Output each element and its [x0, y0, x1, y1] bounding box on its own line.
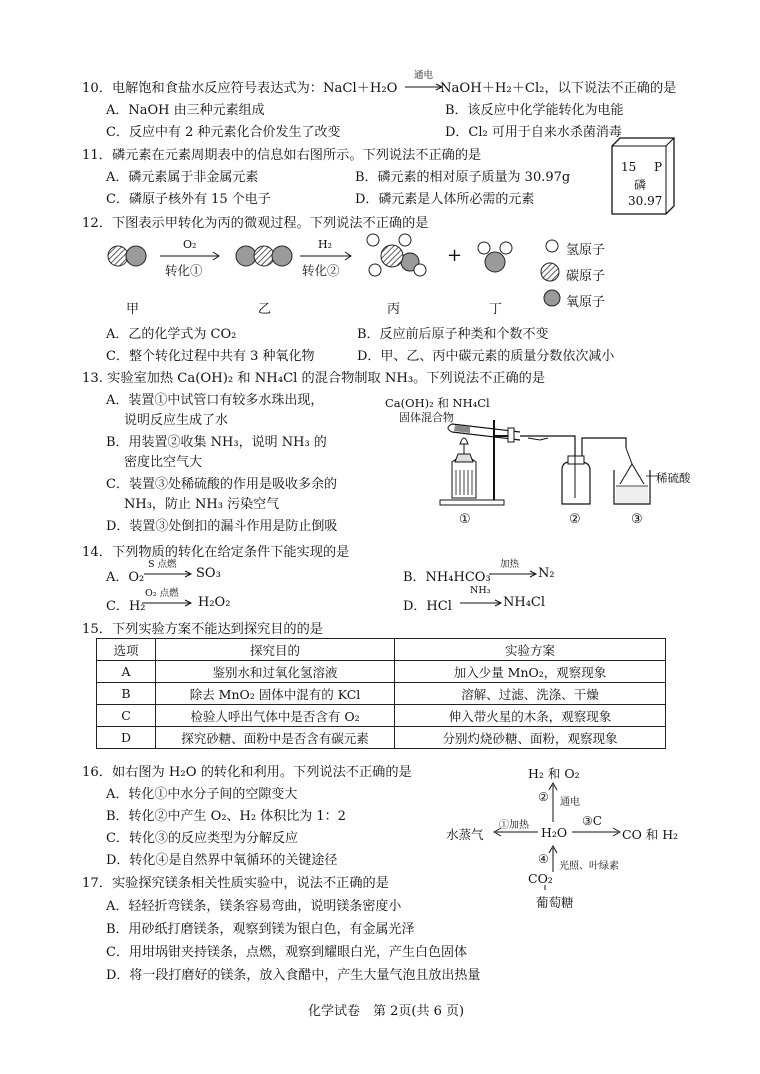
- fig-num-2: ②: [569, 512, 581, 527]
- q17-option-a[interactable]: A．轻轻折弯镁条，镁条容易弯曲，说明镁条密度小: [106, 899, 402, 914]
- card-symbol: P: [654, 160, 663, 174]
- row-a-purpose: 鉴别水和过氧化氢溶液: [156, 661, 395, 683]
- fig-label-reagents: Ca(OH)₂ 和 NH₄Cl: [385, 396, 490, 410]
- header-plan: 实验方案: [395, 639, 666, 661]
- row-b-option: B: [97, 683, 156, 705]
- q12-option-b[interactable]: B．反应前后原子种类和个数不变: [357, 327, 549, 342]
- q10-option-c[interactable]: C．反应中有 2 种元素化合价发生了改变: [106, 125, 341, 140]
- q13-option-a-line2: 说明反应生成了水: [124, 413, 229, 428]
- q14-option-b[interactable]: B．NH₄HCO₃: [403, 570, 491, 585]
- row-b-purpose: 除去 MnO₂ 固体中混有的 KCl: [156, 683, 395, 705]
- card-number: 15: [621, 160, 637, 174]
- legend-carbon: 碳原子: [566, 269, 606, 284]
- q14-a-cond: S 点燃: [148, 559, 177, 570]
- fig-num-1: ①: [459, 512, 471, 527]
- q10-option-b[interactable]: B．该反应中化学能转化为电能: [445, 103, 624, 118]
- diagram-bottom-co2: CO₂: [528, 871, 553, 886]
- q16-option-b[interactable]: B．转化②中产生 O₂、H₂ 体积比为 1：2: [106, 809, 346, 824]
- row-d-purpose: 探究砂糖、面粉中是否含有碳元素: [156, 727, 395, 749]
- fig-label-acid: 稀硫酸: [656, 471, 691, 485]
- label-ding: 丁: [489, 302, 503, 317]
- q13-stem: 13. 实验室加热 Ca(OH)₂ 和 NH₄Cl 的混合物制取 NH₃。下列说法不正确的是: [82, 371, 546, 386]
- arrow1-label: 转化①: [165, 263, 203, 278]
- q13-option-d[interactable]: D．装置③处倒扣的漏斗作用是防止倒吸: [106, 519, 338, 534]
- q11-option-c[interactable]: C．磷原子核外有 15 个电子: [106, 192, 271, 207]
- q11-option-d[interactable]: D．磷元素是人体所必需的元素: [355, 192, 535, 207]
- q17-stem: 17．实验探究镁条相关性质实验中，说法不正确的是: [82, 876, 389, 891]
- q14-d-product: NH₄Cl: [503, 595, 546, 610]
- label-yi: 乙: [258, 302, 272, 317]
- row-a-plan: 加入少量 MnO₂，观察现象: [395, 661, 666, 683]
- q10-arrow-label: 通电: [414, 70, 434, 81]
- legend-oxygen: 氧原子: [566, 295, 606, 310]
- q17-option-d[interactable]: D．将一段打磨好的镁条，放入食醋中，产生大量气泡且放出热量: [106, 968, 481, 983]
- q13-option-a-line1[interactable]: A．装置①中试管口有较多水珠出现，: [106, 393, 324, 408]
- q12-option-c[interactable]: C．整个转化过程中共有 3 种氧化物: [106, 349, 315, 364]
- q11-option-a[interactable]: A．磷元素属于非金属元素: [106, 170, 259, 185]
- card-mass: 30.97: [628, 194, 663, 208]
- plus-sign: +: [447, 245, 463, 266]
- row-d-plan: 分别灼烧砂糖、面粉，观察现象: [395, 727, 666, 749]
- diagram-right: CO 和 H₂: [622, 827, 679, 842]
- q14-d-cond: NH₃: [470, 585, 491, 596]
- q14-option-a[interactable]: A．O₂: [106, 570, 145, 585]
- arrow2-label: 转化②: [302, 263, 340, 278]
- diagram-top: H₂ 和 O₂: [528, 766, 580, 781]
- q15-stem: 15．下列实验方案不能达到探究目的的是: [82, 622, 323, 637]
- fig-label-solid: 固体混合物: [399, 411, 454, 424]
- header-option: 选项: [97, 639, 156, 661]
- diagram-n1: ①加热: [499, 820, 529, 831]
- q12-option-d[interactable]: D．甲、乙、丙中碳元素的质量分数依次减小: [357, 349, 615, 364]
- q10-option-d[interactable]: D．Cl₂ 可用于自来水杀菌消毒: [445, 125, 622, 140]
- row-c-purpose: 检验人呼出气体中是否含有 O₂: [156, 705, 395, 727]
- diagram-n2-cond: 通电: [560, 797, 580, 808]
- header-purpose: 探究目的: [156, 639, 395, 661]
- page-footer: 化学试卷 第 2页(共 6 页): [308, 1004, 465, 1019]
- q14-c-product: H₂O₂: [198, 595, 231, 610]
- q14-b-product: N₂: [538, 566, 555, 581]
- q16-stem: 16．如右图为 H₂O 的转化和利用。下列说法不正确的是: [82, 765, 412, 780]
- q16-option-c[interactable]: C．转化③的反应类型为分解反应: [106, 831, 298, 846]
- arrow2-reagent: H₂: [318, 238, 333, 251]
- diagram-n4-cond: 光照、叶绿素: [559, 861, 619, 872]
- q13-option-b-line1[interactable]: B．用装置②收集 NH₃，说明 NH₃ 的: [106, 435, 327, 450]
- label-bing: 丙: [387, 302, 401, 317]
- row-c-plan: 伸入带火星的木条，观察现象: [395, 705, 666, 727]
- q14-option-c[interactable]: C．H₂: [106, 599, 146, 614]
- diagram-center: H₂O: [541, 825, 568, 840]
- q16-option-d[interactable]: D．转化④是自然界中氧循环的关键途径: [106, 853, 338, 868]
- row-d-option: D: [97, 727, 156, 749]
- row-a-option: A: [97, 661, 156, 683]
- q12-option-a[interactable]: A．乙的化学式为 CO₂: [106, 327, 237, 342]
- q10-stem-tail: NaOH＋H₂＋Cl₂，以下说法不正确的是: [440, 81, 677, 96]
- row-c-option: C: [97, 705, 156, 727]
- q10-option-a[interactable]: A．NaOH 由三种元素组成: [106, 103, 265, 118]
- q11-stem: 11．磷元素在元素周期表中的信息如右图所示。下列说法不正确的是: [82, 148, 482, 163]
- q14-a-product: SO₃: [196, 566, 221, 581]
- q13-option-c-line1[interactable]: C．装置③处稀硫酸的作用是吸收多余的: [106, 477, 337, 492]
- diagram-n2: ②: [538, 790, 549, 804]
- q17-option-c[interactable]: C．用坩埚钳夹持镁条，点燃，观察到耀眼白光，产生白色固体: [106, 945, 467, 960]
- q14-option-d[interactable]: D．HCl: [403, 599, 452, 614]
- label-jia: 甲: [126, 302, 140, 317]
- fig-num-3: ③: [631, 512, 643, 527]
- arrow1-reagent: O₂: [183, 238, 197, 251]
- legend-hydrogen: 氢原子: [566, 243, 606, 258]
- diagram-n4: ④: [538, 852, 549, 866]
- diagram-left: 水蒸气: [446, 827, 484, 842]
- q14-b-cond: 加热: [500, 559, 520, 570]
- q14-stem: 14．下列物质的转化在给定条件下能实现的是: [82, 545, 350, 560]
- row-b-plan: 溶解、过滤、洗涤、干燥: [395, 683, 666, 705]
- q16-option-a[interactable]: A．转化①中水分子间的空隙变大: [106, 787, 298, 802]
- diagram-n3: ③C: [582, 814, 602, 828]
- q12-stem: 12．下图表示甲转化为丙的微观过程。下列说法不正确的是: [82, 216, 429, 231]
- diagram-bottom-glucose: 葡萄糖: [536, 895, 574, 910]
- card-name: 磷: [634, 178, 647, 192]
- q14-c-cond: O₂ 点燃: [145, 588, 179, 599]
- q10-stem: 10．电解饱和食盐水反应符号表达式为：NaCl＋H₂O: [82, 81, 398, 96]
- q13-option-b-line2: 密度比空气大: [124, 455, 203, 470]
- q17-option-b[interactable]: B．用砂纸打磨镁条，观察到镁为银白色，有金属光泽: [106, 922, 415, 937]
- q11-option-b[interactable]: B．磷元素的相对原子质量为 30.97g: [355, 170, 571, 185]
- q13-option-c-line2: NH₃，防止 NH₃ 污染空气: [124, 497, 280, 512]
